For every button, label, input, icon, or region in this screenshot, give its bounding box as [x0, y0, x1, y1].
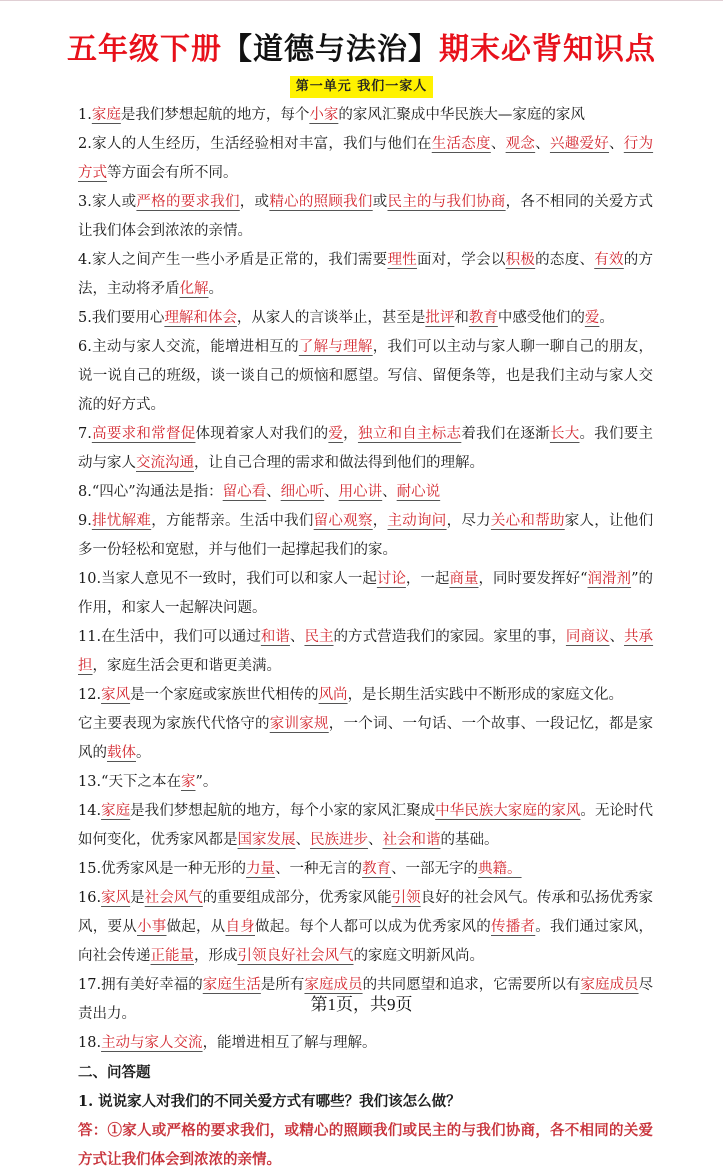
highlighted-keyword: 小事 — [137, 919, 167, 935]
unit-label: 第一单元 我们一家人 — [290, 76, 434, 98]
highlighted-keyword: 细心听 — [280, 484, 325, 500]
answer: 答：①家人或严格的要求我们，或精心的照顾我们或民主的与我们协商，各不相同的关爱方式让我们体会到浓浓的亲情。 — [78, 1122, 653, 1168]
text-segment: ，一起 — [405, 571, 450, 587]
text-segment: ，或 — [239, 194, 270, 210]
highlighted-keyword: 排忧解难 — [91, 513, 152, 529]
text-segment: 。 — [599, 310, 614, 326]
text-segment: 的方法，主动将矛盾 — [78, 252, 654, 297]
title-grade: 五年级下册 — [67, 32, 222, 67]
knowledge-point — [78, 478, 653, 507]
highlighted-keyword: 批评 — [425, 310, 455, 326]
text-segment: 4.家人之间产生一些小矛盾是正常的，我们需要 — [78, 252, 388, 268]
knowledge-point — [78, 304, 653, 333]
text-segment: ，从家人的言谈举止，甚至是 — [236, 310, 426, 326]
highlighted-keyword: 主动询问 — [387, 513, 447, 529]
highlighted-keyword: 民主 — [304, 629, 334, 645]
knowledge-point — [78, 565, 653, 623]
text-segment: 10.当家人意见不一致时，我们可以和家人一起 — [78, 571, 377, 587]
text-segment: 的态度、 — [535, 252, 595, 268]
text-segment: 的共同愿望和追求，它需要所以有 — [362, 977, 581, 993]
highlighted-keyword: 交流沟通 — [136, 455, 194, 471]
highlighted-keyword: 家庭生活 — [202, 977, 261, 993]
highlighted-keyword: 传播者 — [491, 919, 536, 935]
highlighted-keyword: 家庭成员 — [304, 977, 363, 993]
text-segment: 12. — [78, 687, 102, 703]
text-segment: 、一部无字的 — [391, 861, 479, 877]
text-segment: ，是长期生活实践中不断形成的家庭文化。 — [347, 687, 624, 703]
text-segment: 面对，学会以 — [417, 252, 506, 268]
text-segment: ， — [372, 513, 388, 529]
text-segment: 。 — [208, 281, 223, 297]
highlighted-keyword: 自身 — [225, 919, 255, 935]
highlighted-keyword: 家 — [180, 774, 196, 790]
text-segment: 等方面会有所不同。 — [107, 165, 238, 181]
highlighted-keyword: 耐心说 — [396, 484, 441, 500]
text-segment: 良好的社会风气。传承和弘扬优秀家风，要从 — [78, 890, 654, 935]
text-segment: 做起，从 — [166, 919, 226, 935]
highlighted-keyword: 独立和自主标志 — [357, 426, 462, 442]
text-segment: 、 — [609, 136, 624, 152]
text-segment: 、 — [490, 136, 506, 152]
highlighted-keyword: 润滑剂 — [587, 571, 632, 587]
text-segment: 、 — [295, 832, 310, 848]
text-segment: 的家庭文明新风尚。 — [353, 948, 484, 964]
knowledge-point — [78, 333, 653, 420]
highlighted-keyword: 教育 — [468, 310, 498, 326]
knowledge-point — [78, 101, 653, 130]
text-segment: 5.我们要用心 — [78, 310, 165, 326]
text-segment: 6.主动与家人交流，能增进相互的 — [78, 339, 299, 355]
highlighted-keyword: 高要求和常督促 — [91, 426, 196, 442]
highlighted-keyword: 观念 — [505, 136, 536, 152]
text-segment: 15.优秀家风是一种无形的 — [78, 861, 247, 877]
knowledge-point — [78, 710, 653, 768]
highlighted-keyword: 风尚 — [318, 687, 348, 703]
text-segment: 的方式营造我们的家园。家里的事， — [333, 629, 566, 645]
highlighted-keyword: 用心讲 — [338, 484, 383, 500]
text-segment: 2.家人的人生经历，生活经验相对丰富，我们与他们在 — [78, 136, 432, 152]
text-segment: 家人，让他们多一份轻松和宽慰，并与他们一起撑起我们的家。 — [78, 513, 654, 558]
text-segment: 的基础。 — [440, 832, 499, 848]
highlighted-keyword: 家训家规 — [269, 716, 329, 732]
highlighted-keyword: 共承担 — [78, 629, 654, 674]
highlighted-keyword: 国家发展 — [237, 832, 296, 848]
highlighted-keyword: 积极 — [505, 252, 536, 268]
highlighted-keyword: 教育 — [362, 861, 392, 877]
highlighted-keyword: 同商议 — [565, 629, 610, 645]
text-segment: 14. — [78, 803, 102, 819]
text-segment: 7. — [78, 426, 92, 442]
highlighted-keyword: 正能量 — [150, 948, 194, 964]
text-segment: ，让自己合理的需求和做法得到他们的理解。 — [194, 455, 484, 471]
page-number: 第1页，共9页 — [310, 995, 413, 1014]
highlighted-keyword: 兴趣爱好 — [549, 136, 610, 152]
top-border — [0, 0, 723, 1]
highlighted-keyword: 载体 — [107, 745, 136, 761]
text-segment: 是所有 — [260, 977, 305, 993]
text-segment: 做起。每个人都可以成为优秀家风的 — [255, 919, 491, 935]
section-heading: 二、问答题 — [78, 1064, 151, 1081]
highlighted-keyword: 引领良好社会风气 — [237, 948, 354, 964]
highlighted-keyword: 家风 — [101, 687, 131, 703]
knowledge-point — [78, 884, 653, 971]
text-segment: 、 — [609, 629, 625, 645]
highlighted-keyword: 民主的与我们协商 — [387, 194, 506, 210]
highlighted-keyword: 留心观察 — [313, 513, 373, 529]
highlighted-keyword: 社会和谐 — [382, 832, 441, 848]
highlighted-keyword: 了解与理解 — [298, 339, 373, 355]
text-segment: 、 — [266, 484, 281, 500]
highlighted-keyword: 理解和体会 — [164, 310, 237, 326]
highlighted-keyword: 小家 — [309, 107, 339, 123]
text-segment: ，同时要发挥好“ — [478, 571, 588, 587]
question: 1. 说说家人对我们的不同关爱方式有哪些？我们该怎么做？ — [78, 1093, 461, 1110]
highlighted-keyword: 严格的要求我们 — [136, 194, 240, 210]
knowledge-point — [78, 246, 653, 304]
text-segment: 。 — [136, 745, 151, 761]
text-segment: ，各不相同的关爱方式让我们体会到浓浓的亲情。 — [78, 194, 654, 239]
text-segment: 9. — [78, 513, 92, 529]
highlighted-keyword: 讨论 — [376, 571, 406, 587]
knowledge-point — [78, 855, 653, 884]
text-segment: ，尽力 — [446, 513, 491, 529]
highlighted-keyword: 理性 — [387, 252, 417, 268]
highlighted-keyword: 民族进步 — [310, 832, 368, 848]
text-segment: 体现着家人对我们的 — [195, 426, 329, 442]
text-segment: 、 — [289, 629, 305, 645]
text-segment: 的家风汇聚成中华民族大—家庭的家风 — [338, 107, 585, 123]
text-segment: 是我们梦想起航的地方，每个 — [120, 107, 310, 123]
text-segment: 尽责出力。 — [78, 977, 654, 1022]
text-segment: 3.家人或 — [78, 194, 137, 210]
text-segment: 是一个家庭或家族世代相传的 — [130, 687, 319, 703]
highlighted-keyword: 有效 — [594, 252, 624, 268]
knowledge-point — [78, 1029, 653, 1058]
text-segment: 是我们梦想起航的地方，每个小家的家风汇聚成 — [130, 803, 436, 819]
text-segment: ”。 — [195, 774, 218, 790]
knowledge-point — [78, 130, 653, 188]
highlighted-keyword: 商量 — [449, 571, 479, 587]
knowledge-point-list — [78, 101, 653, 1058]
text-segment: 。我们要主动与家人 — [78, 426, 654, 471]
highlighted-keyword: 精心的照顾我们 — [269, 194, 373, 210]
text-segment: 8.“四心”沟通法是指： — [78, 484, 223, 500]
highlighted-keyword: 长大 — [549, 426, 580, 442]
text-segment: 1. — [78, 107, 92, 123]
text-segment: 它主要表现为家族代代恪守的 — [78, 716, 270, 732]
highlighted-keyword: 家庭成员 — [580, 977, 639, 993]
highlighted-keyword: 典籍。 — [478, 861, 522, 877]
text-segment: ，一个词、一句话、一个故事、一段记忆，都是家风的 — [78, 716, 653, 761]
text-segment: 。我们通过家风，向社会传递 — [78, 919, 653, 964]
highlighted-keyword: 引领 — [391, 890, 421, 906]
text-segment: 11.在生活中，我们可以通过 — [78, 629, 261, 645]
text-segment: 是 — [130, 890, 145, 906]
text-segment: ，形成 — [194, 948, 238, 964]
text-segment: 、 — [382, 484, 397, 500]
highlighted-keyword: 家庭 — [91, 107, 121, 123]
text-segment: 13.“天下之本在 — [78, 774, 181, 790]
knowledge-point — [78, 507, 653, 565]
highlighted-keyword: 社会风气 — [144, 890, 203, 906]
page-title — [0, 30, 723, 70]
text-segment: ，家庭生活会更和谐更美满。 — [92, 658, 281, 674]
knowledge-point — [78, 797, 653, 855]
highlighted-keyword: 中华民族大家庭的家风 — [435, 803, 581, 819]
highlighted-keyword: 生活态度 — [431, 136, 491, 152]
knowledge-point — [78, 681, 653, 710]
knowledge-point — [78, 188, 653, 246]
text-segment: ”的作用，和家人一起解决问题。 — [78, 571, 654, 616]
knowledge-point — [78, 768, 653, 797]
text-segment: 、 — [535, 136, 550, 152]
text-segment: 。无论时代如何变化，优秀家风都是 — [78, 803, 654, 848]
highlighted-keyword: 行为方式 — [78, 136, 654, 181]
text-segment: 中感受他们的 — [497, 310, 585, 326]
text-segment: 着我们在逐渐 — [461, 426, 550, 442]
highlighted-keyword: 爱 — [584, 310, 600, 326]
text-segment: ，能增进相互了解与理解。 — [202, 1035, 377, 1051]
text-segment: 、 — [368, 832, 383, 848]
text-segment: ， — [343, 426, 358, 442]
highlighted-keyword: 和谐 — [260, 629, 290, 645]
text-segment: 的重要组成部分，优秀家风能 — [202, 890, 392, 906]
text-segment: 或 — [372, 194, 388, 210]
highlighted-keyword: 关心和帮助 — [490, 513, 565, 529]
highlighted-keyword: 化解 — [179, 281, 209, 297]
highlighted-keyword: 家风 — [101, 890, 131, 906]
highlighted-keyword: 主动与家人交流 — [101, 1035, 203, 1051]
highlighted-keyword: 留心看 — [222, 484, 267, 500]
title-subject: 【道德与法治】 — [222, 32, 439, 67]
text-segment: 、 — [324, 484, 339, 500]
text-segment: ，我们可以主动与家人聊一聊自己的朋友，说一说自己的班级，谈一谈自己的烦恼和愿望。写信、留便条等，也是我们主动与家人交流的好方式。 — [78, 339, 653, 413]
highlighted-keyword: 力量 — [246, 861, 276, 877]
text-segment: 17.拥有美好幸福的 — [78, 977, 203, 993]
title-topic: 期末必背知识点 — [439, 32, 656, 67]
text-segment: 和 — [454, 310, 469, 326]
text-segment: 18. — [78, 1035, 102, 1051]
highlighted-keyword: 爱 — [328, 426, 344, 442]
highlighted-keyword: 家庭 — [101, 803, 131, 819]
text-segment: 16. — [78, 890, 102, 906]
knowledge-point — [78, 623, 653, 681]
text-segment: 、一种无言的 — [275, 861, 363, 877]
knowledge-point — [78, 420, 653, 478]
unit-heading — [0, 75, 723, 98]
text-segment: ，方能帮亲。生活中我们 — [151, 513, 314, 529]
